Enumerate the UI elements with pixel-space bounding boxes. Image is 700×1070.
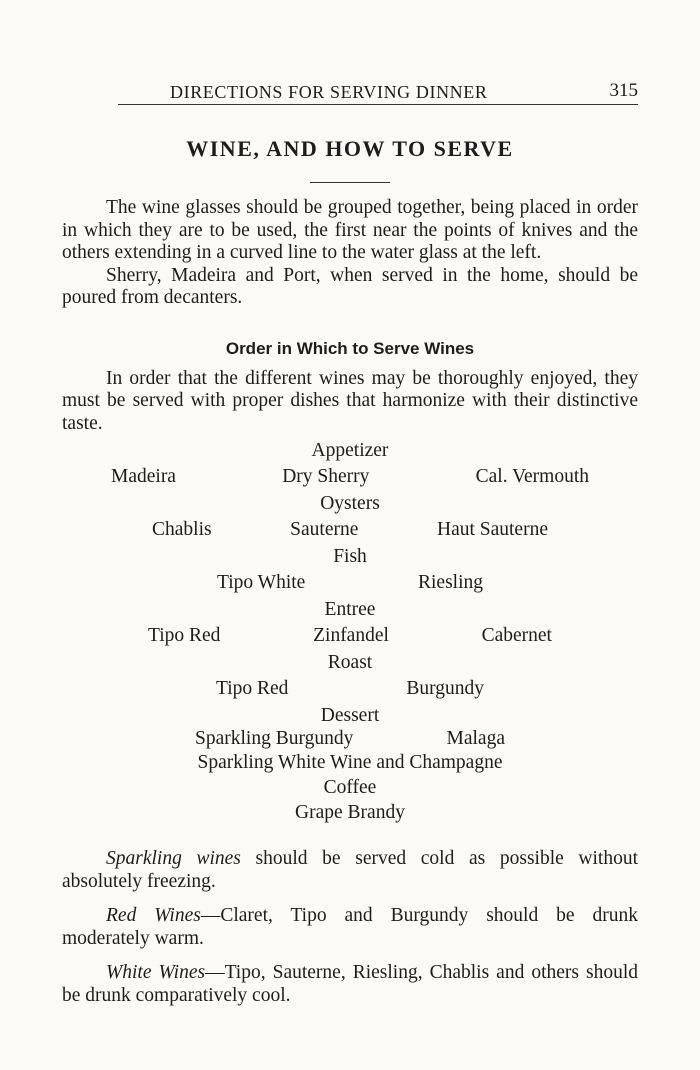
wine-item: Madeira <box>111 466 176 487</box>
wine-row <box>216 674 484 704</box>
wine-item: Tipo White <box>217 572 306 593</box>
section-title: WINE, AND HOW TO SERVE <box>186 136 514 161</box>
wine-item: Grape Brandy <box>295 802 405 823</box>
header-rule <box>118 104 638 105</box>
page-header <box>62 72 638 106</box>
course-name: Fish <box>333 546 367 567</box>
wine-item: Riesling <box>417 572 483 593</box>
page-number: 315 <box>609 80 638 101</box>
wine-item: Tipo Red <box>216 678 289 699</box>
book-page <box>62 72 638 1019</box>
note-text: should be served cold as possible without absolutely freezing. <box>62 848 638 892</box>
wine-item: Zinfandel <box>313 625 389 646</box>
wine-row <box>152 515 548 545</box>
wine-course-list <box>62 439 638 827</box>
course-name: Roast <box>327 652 373 673</box>
course-name: Dessert <box>320 705 380 726</box>
note-paragraph <box>62 848 638 893</box>
wine-item: Dry Sherry <box>282 466 370 487</box>
title-rule <box>310 182 390 183</box>
note-paragraph <box>62 905 638 950</box>
note-text: —Tipo, Sauterne, Riesling, Chablis and others should be drunk comparatively cool. <box>62 962 638 1006</box>
wine-row <box>217 568 483 598</box>
intro-paragraph-1: The wine glasses should be grouped together, being placed in order in which they are to be used, the first near the points of knives and the others extending in a curved line to the water glass at the left. <box>62 197 638 263</box>
wine-row <box>62 799 638 827</box>
wine-item: Cabernet <box>481 625 552 646</box>
course-name: Appetizer <box>311 440 389 461</box>
running-head: DIRECTIONS FOR SERVING DINNER <box>170 82 488 102</box>
wine-row <box>195 727 505 750</box>
serving-notes <box>62 848 638 1007</box>
wine-item: Malaga <box>446 728 505 749</box>
wine-row <box>62 750 638 776</box>
course-name: Oysters <box>320 493 380 514</box>
wine-item: Tipo Red <box>148 625 221 646</box>
subheading: Order in Which to Serve Wines <box>225 338 475 358</box>
note-label: White Wines <box>106 962 206 983</box>
note-text: —Claret, Tipo and Burgundy should be drunk moderately warm. <box>62 905 638 949</box>
wine-item: Chablis <box>152 519 212 540</box>
wine-item: Haut Sauterne <box>436 519 548 540</box>
course-name: Entree <box>324 599 376 620</box>
order-paragraph: In order that the different wines may be thoroughly enjoyed, they must be served with proper dishes that harmonize with their distinctive taste. <box>62 367 638 434</box>
wine-item: Sparkling White Wine and Champagne <box>197 752 503 773</box>
wine-row <box>148 621 552 651</box>
wine-item: Sparkling Burgundy <box>195 728 354 749</box>
note-paragraph <box>62 962 638 1007</box>
note-label: Red Wines <box>106 905 201 926</box>
wine-row <box>111 462 589 492</box>
wine-item: Sauterne <box>290 519 359 540</box>
intro-paragraph-2: Sherry, Madeira and Port, when served in the home, should be poured from decanters. <box>62 264 638 308</box>
wine-item: Burgundy <box>406 678 484 699</box>
course-name: Coffee <box>323 777 377 798</box>
note-label: Sparkling wines <box>106 848 241 869</box>
wine-item: Cal. Vermouth <box>475 466 589 487</box>
